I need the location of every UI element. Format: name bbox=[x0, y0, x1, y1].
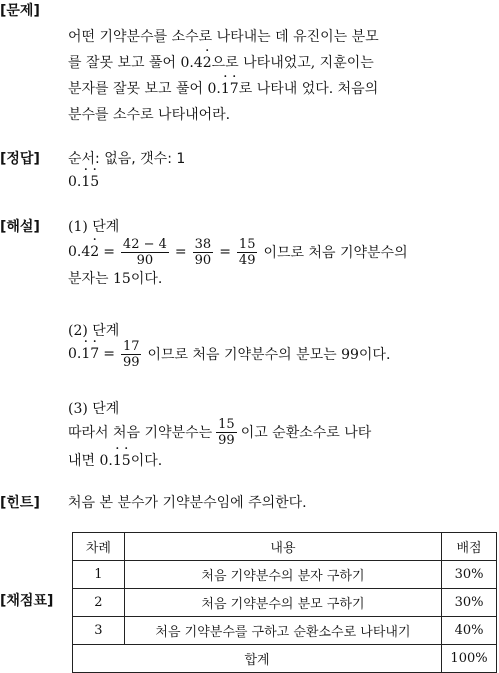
repeating-digit: · 2 bbox=[90, 244, 99, 260]
step3-text-pre: 따라서 처음 기약분수는 bbox=[68, 425, 213, 441]
repeating-digit: · 7 bbox=[90, 346, 99, 362]
fraction bbox=[121, 339, 142, 370]
problem-line-4: 분수를 소수로 나타내어라. bbox=[68, 107, 231, 123]
equals-sign: = bbox=[103, 346, 115, 362]
step1-text: 이므로 처음 기약분수의 bbox=[263, 245, 408, 261]
step3-line-2-post: 이다. bbox=[130, 453, 163, 469]
problem-line-1: 어떤 기약분수를 소수로 나타내는 데 유진이는 분모 bbox=[68, 29, 379, 45]
problem-line-2 bbox=[68, 52, 374, 72]
fraction-numerator: 38 bbox=[194, 236, 212, 252]
fraction-denominator: 99 bbox=[122, 354, 140, 370]
repeating-digit: · 5 bbox=[90, 174, 99, 190]
fraction-numerator: 15 bbox=[218, 416, 235, 432]
solution-label: [해설] bbox=[0, 219, 40, 235]
fraction-numerator: 15 bbox=[238, 236, 256, 252]
hint-text: 처음 본 분수가 기약분수임에 주의한다. bbox=[68, 495, 307, 511]
equals-sign: = bbox=[219, 244, 231, 260]
table-row bbox=[73, 589, 497, 617]
row-score: 40% bbox=[442, 617, 497, 645]
step1-decimal-pre: 0.4 bbox=[68, 244, 91, 260]
step3-line-2 bbox=[68, 450, 162, 470]
problem-line-2-post: 으로 나타내었고, 지훈이는 bbox=[211, 55, 374, 71]
equals-sign: = bbox=[103, 244, 115, 260]
header-order: 차례 bbox=[73, 533, 125, 561]
repeating-digit: · 1 bbox=[81, 174, 90, 190]
step2-text: 이므로 처음 기약분수의 분모는 99이다. bbox=[147, 347, 391, 363]
problem-label: [문제] bbox=[0, 3, 40, 19]
answer-label: [정답] bbox=[0, 151, 40, 167]
fraction-denominator: 99 bbox=[218, 432, 235, 448]
step2-equation bbox=[68, 336, 390, 372]
row-order: 2 bbox=[73, 589, 125, 617]
fraction bbox=[193, 237, 214, 268]
row-content: 처음 기약분수의 분자 구하기 bbox=[124, 561, 441, 589]
answer-line-1: 순서: 없음, 갯수: 1 bbox=[68, 151, 186, 167]
row-content: 처음 기약분수를 구하고 순환소수로 나타내기 bbox=[124, 617, 441, 645]
problem-line-2-pre: 를 잘못 보고 풀어 0.4 bbox=[68, 55, 203, 71]
fraction-numerator: 42 − 4 bbox=[122, 236, 167, 252]
step3-line-1 bbox=[68, 414, 371, 450]
row-content: 처음 기약분수의 분모 구하기 bbox=[124, 589, 441, 617]
repeating-digit: · 2 bbox=[203, 55, 212, 71]
problem-line-3-pre: 분자를 잘못 보고 풀어 0. bbox=[68, 81, 221, 97]
row-score: 30% bbox=[442, 589, 497, 617]
step1-title: (1) 단계 bbox=[68, 219, 120, 235]
table-total-row bbox=[73, 645, 497, 673]
step3-line-2-pre: 내면 0. bbox=[68, 453, 113, 469]
fraction bbox=[121, 237, 169, 268]
repeating-digit: · 5 bbox=[122, 453, 131, 469]
total-label: 합계 bbox=[73, 645, 442, 673]
fraction-denominator: 90 bbox=[194, 252, 212, 268]
step2-decimal-pre: 0. bbox=[68, 346, 82, 362]
equals-sign: = bbox=[174, 244, 187, 260]
problem-line-3 bbox=[68, 78, 378, 98]
total-score: 100% bbox=[442, 645, 497, 673]
repeating-digit: · 1 bbox=[113, 453, 122, 469]
header-content: 내용 bbox=[124, 533, 441, 561]
fraction bbox=[237, 237, 258, 268]
answer-value bbox=[68, 174, 99, 190]
table-header-row bbox=[73, 533, 497, 561]
fraction-denominator: 49 bbox=[238, 252, 256, 268]
repeating-digit: · 7 bbox=[230, 81, 239, 97]
row-score: 30% bbox=[442, 561, 497, 589]
step3-text-post: 이고 순환소수로 나타 bbox=[240, 425, 372, 441]
step3-title: (3) 단계 bbox=[68, 401, 120, 417]
grading-table bbox=[72, 532, 497, 673]
hint-label: [힌트] bbox=[0, 495, 40, 511]
table-row bbox=[73, 617, 497, 645]
table-row bbox=[73, 561, 497, 589]
fraction-numerator: 17 bbox=[122, 338, 140, 354]
fraction-denominator: 90 bbox=[136, 252, 154, 268]
row-order: 3 bbox=[73, 617, 125, 645]
grading-label: [채점표] bbox=[0, 593, 54, 609]
repeating-digit: · 1 bbox=[221, 81, 230, 97]
step1-equation bbox=[68, 234, 408, 270]
answer-value-pre: 0. bbox=[68, 174, 82, 190]
step2-title: (2) 단계 bbox=[68, 323, 120, 339]
problem-line-3-post: 로 나타내 었다. 처음의 bbox=[238, 81, 379, 97]
repeating-digit: · 1 bbox=[81, 346, 90, 362]
row-order: 1 bbox=[73, 561, 125, 589]
header-score: 배점 bbox=[442, 533, 497, 561]
fraction bbox=[216, 417, 237, 448]
step1-line-2: 분자는 15이다. bbox=[68, 271, 163, 287]
